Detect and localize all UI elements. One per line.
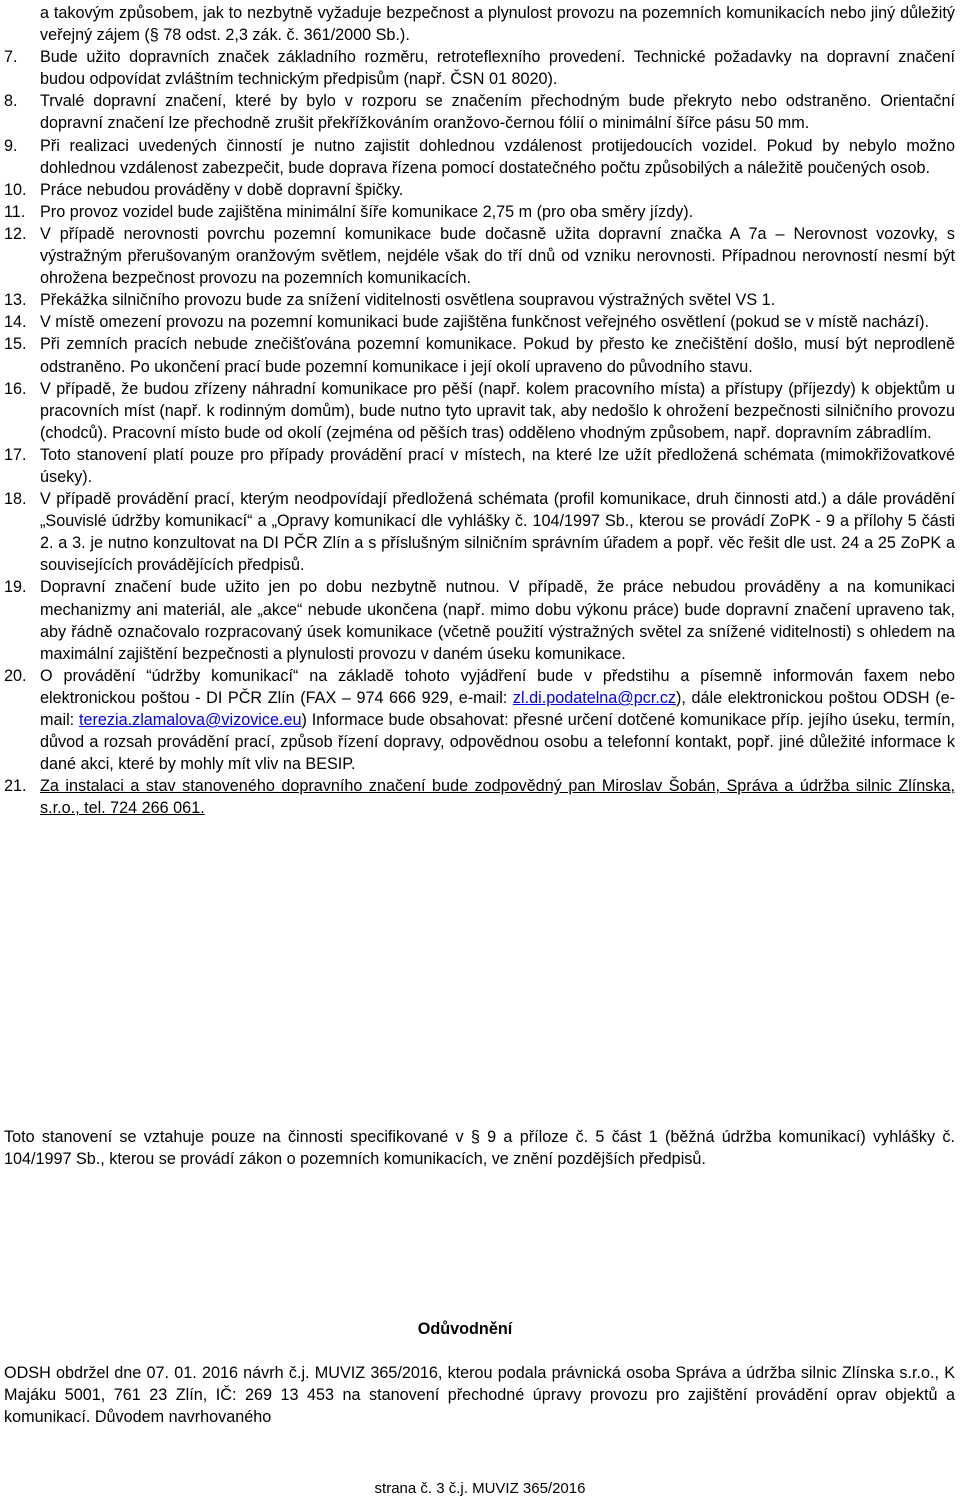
item-number [0, 2, 40, 46]
item-number: 21. [4, 777, 27, 796]
item-text: Dopravní značení bude užito jen po dobu nezbytně nutnou. V případě, že práce nebudou prováděny a na komunikaci mechanizmy ani materiál, ale „akce“ nebude ukončena (např. mimo dobu výkonu práce) bude dopravní značení upraveno tak, aby řádně označovalo rozpracovaný úsek komunikace (včetně použití výstražných světel za snížené viditelnosti) s ohledem na maximální zajištění bezpečnosti a plynulosti provozu v daném úseku komunikace. [40, 578, 955, 663]
list-item-12 [0, 223, 960, 289]
list-item-17 [0, 444, 960, 488]
item-text: Práce nebudou prováděny v době dopravní špičky. [40, 180, 404, 199]
email-link-odsh[interactable]: terezia.zlamalova@vizovice.eu [79, 711, 302, 729]
list-item-7 [0, 46, 960, 90]
list-item-18 [0, 488, 960, 576]
page-footer: strana č. 3 č.j. MUVIZ 365/2016 [374, 1480, 586, 1497]
list-item-21 [0, 775, 960, 819]
item-number: 15. [4, 335, 27, 354]
list-item-15 [0, 333, 960, 377]
list-item-10 [0, 179, 960, 201]
item-text [40, 665, 955, 775]
item-number: 9. [4, 136, 18, 155]
item-text: V případě, že budou zřízeny náhradní komunikace pro pěší (např. kolem pracovního místa) a přístupy (příjezdy) k objektům u pracovních míst (např. k rodinným domům), bude nutno tyto upravit tak, aby nedošlo k ohrožení bezpečnosti silničního provozu (chodců). Pracovní místo bude od okolí (zejména od pěších tras) odděleno vhodným způsobem, např. dopravním zábradlím. [40, 379, 955, 442]
item-number: 8. [4, 92, 18, 111]
item-text-underlined: Za instalaci a stav stanoveného dopravního značení bude zodpovědný pan Miroslav Šobán, Správa a údržba silnic Zlínska, s.r.o., tel. 724 266 061. [40, 777, 955, 818]
item-text: Při realizaci uvedených činností je nutno zajistit dohlednou vzdálenost protijedoucích vozidel. Pokud by nebylo možno dohlednou vzdálenost zabezpečit, bude doprava řízena pomocí dostatečného počtu způsobilých a náležitě poučených osob. [40, 136, 955, 177]
email-link-police[interactable]: zl.di.podatelna@pcr.cz [512, 688, 677, 707]
item-text: Toto stanovení platí pouze pro případy provádění prací v místech, na které lze užít předložená schémata (mimokřižovatkové úseky). [40, 445, 955, 486]
list-item-19 [0, 576, 960, 664]
item-text-part: ) Informace bude obsahovat: přesné určení dotčené komunikace příp. jejího úseku, termín, důvod a rozsah provádění prací, způsob řízení dopravy, odpovědnou osobu a telefonní kontakt, popř. jiné důležité informace k dané akci, které by mohly mít vliv na BESIP. [40, 711, 955, 774]
item-text: V případě nerovnosti povrchu pozemní komunikace bude dočasně užita dopravní značka A 7a – Nerovnost vozovky, s výstražným přerušovaným oranžovým světlem, nejdéle však do tří dnů od vzniku nerovnosti. Případnou nerovností nesmí být ohrožena bezpečnost provozu na pozemních komunikacích. [40, 224, 955, 288]
list-item-11 [0, 201, 960, 223]
item-text: Trvalé dopravní značení, které by bylo v rozporu se značením přechodným bude překryto nebo odstraněno. Orientační dopravní značení lze přechodně zrušit překřížkováním oranžovo-černou fólií o minimální šířce pásu 50 mm. [40, 92, 955, 133]
item-number: 12. [4, 224, 27, 243]
item-text: V případě provádění prací, kterým neodpovídají předložená schémata (profil komunikace, druh činnosti atd.) a dále provádění „Souvislé údržby komunikací“ a „Opravy komunikací dle vyhlášky č. 104/1997 Sb., kterou se provádí ZoPK - 9 a přílohy 5 části 2. a 3. je nutno konzultovat na DI PČR Zlín a s příslušným silničním správním úřadem a popř. věc řešit dle ust. 24 a 25 ZoPK a souvisejících provádějících předpisů. [40, 490, 955, 575]
item-number: 10. [4, 180, 27, 199]
item-text [40, 775, 955, 819]
section-heading: Odůvodnění [417, 1320, 513, 1338]
list-item-continuation [0, 2, 960, 46]
list-item-8 [0, 90, 960, 134]
item-number: 13. [4, 291, 27, 310]
item-text-part: O provádění “údržby komunikací“ na základě tohoto vyjádření bude v předstihu a písemně informován faxem nebo elektronickou poštou - DI PČR Zlín (FAX – 974 666 929, e-mail: [40, 666, 955, 707]
list-item-13 [0, 289, 960, 311]
conditions-list [0, 2, 960, 819]
item-text: Pro provoz vozidel bude zajištěna minimální šíře komunikace 2,75 m (pro oba směry jízdy). [40, 202, 694, 221]
item-number: 20. [4, 666, 27, 685]
closing-paragraph: Toto stanovení se vztahuje pouze na činnosti specifikované v § 9 a příloze č. 5 část 1 (běžná údržba komunikací) vyhlášky č. 104/1997 Sb., kterou se provádí zákon o pozemních komunikacích, ve znění pozdějších předpisů. [4, 1128, 955, 1169]
item-number: 14. [4, 313, 27, 332]
item-number: 18. [4, 490, 27, 509]
item-number: 17. [4, 445, 27, 464]
list-item-14 [0, 311, 960, 333]
item-text: Při zemních pracích nebude znečišťována pozemní komunikace. Pokud by přesto ke znečištění došlo, musí být neprodleně odstraněno. Po ukončení prací bude pozemní komunikace i její okolí upraveno do původního stavu. [40, 335, 955, 376]
list-item-16 [0, 378, 960, 444]
item-text: Bude užito dopravních značek základního rozměru, retroteflexního provedení. Technické požadavky na dopravní značení budou odpovídat zvláštním technickým předpisům (např. ČSN 01 8020). [40, 48, 955, 89]
item-number: 16. [4, 379, 27, 398]
item-text-part: ), dále elektronickou poštou ODSH (e-mail: [40, 688, 956, 729]
list-item-20 [0, 665, 960, 775]
item-text: V místě omezení provozu na pozemní komunikaci bude zajištěna funkčnost veřejného osvětlení (pokud se v místě nachází). [40, 313, 929, 332]
item-text: a takovým způsobem, jak to nezbytně vyžaduje bezpečnost a plynulost provozu na pozemních komunikacích nebo jiný důležitý veřejný zájem (§ 78 odst. 2,3 zák. č. 361/2000 Sb.). [40, 4, 955, 45]
list-item-9 [0, 135, 960, 179]
item-number: 7. [4, 48, 18, 67]
item-text: Překážka silničního provozu bude za snížení viditelnosti osvětlena soupravou výstražných světel VS 1. [40, 291, 776, 310]
item-number: 11. [4, 202, 26, 221]
rationale-paragraph: ODSH obdržel dne 07. 01. 2016 návrh č.j. MUVIZ 365/2016, kterou podala právnická osoba Správa a údržba silnic Zlínska s.r.o., K Majáku 5001, 761 23 Zlín, IČ: 269 13 453 na stanovení přechodné úpravy provozu pro zajištění provádění oprav objektů a komunikací. Důvodem navrhovaného [4, 1364, 955, 1427]
item-number: 19. [4, 578, 27, 597]
